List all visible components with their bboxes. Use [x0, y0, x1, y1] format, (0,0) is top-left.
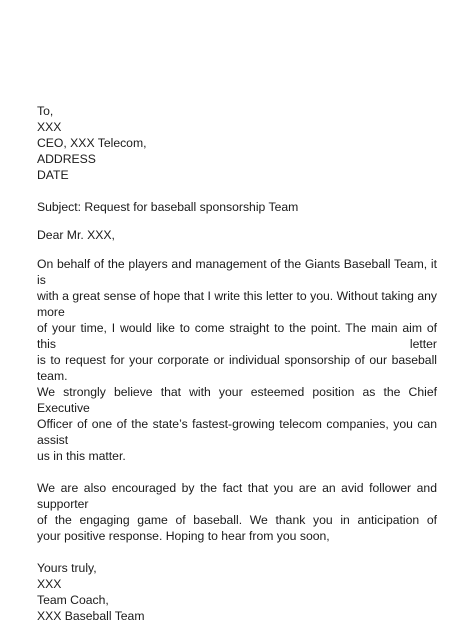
closing-name: XXX [37, 577, 62, 591]
closing-team: XXX Baseball Team [37, 609, 145, 623]
closing-block [37, 560, 437, 624]
paragraph-1-line: We strongly believe that with your esteemed position as the Chief Executive [37, 385, 437, 415]
salutation: Dear Mr. XXX, [37, 228, 115, 242]
recipient-to: To, [37, 104, 54, 118]
recipient-address: ADDRESS [37, 152, 96, 166]
paragraph-2-line: your positive response. Hoping to hear from you soon, [37, 529, 330, 543]
paragraph-1 [37, 256, 437, 464]
paragraph-2-line: of the engaging game of baseball. We thank you in anticipation of [37, 513, 437, 527]
paragraph-1-line: Officer of one of the state’s fastest-growing telecom companies, you can assist [37, 417, 437, 447]
paragraph-1-line: with a great sense of hope that I write this letter to you. Without taking any more [37, 289, 437, 319]
recipient-block [37, 103, 437, 183]
paragraph-1-line: On behalf of the players and management of the Giants Baseball Team, it is [37, 257, 437, 287]
paragraph-1-line: of your time, I would like to come straight to the point. The main aim of this letter [37, 321, 437, 351]
paragraph-2-line: We are also encouraged by the fact that you are an avid follower and supporter [37, 481, 437, 511]
recipient-name: XXX [37, 120, 62, 134]
letter-body [37, 103, 437, 624]
closing-valediction: Yours truly, [37, 561, 97, 575]
recipient-date: DATE [37, 168, 69, 182]
paragraph-1-line: us in this matter. [37, 449, 126, 463]
recipient-title: CEO, XXX Telecom, [37, 136, 147, 150]
paragraph-2 [37, 480, 437, 544]
closing-role: Team Coach, [37, 593, 109, 607]
subject-line: Subject: Request for baseball sponsorship Team [37, 200, 299, 214]
paragraph-1-line: is to request for your corporate or individual sponsorship of our baseball team. [37, 353, 437, 383]
